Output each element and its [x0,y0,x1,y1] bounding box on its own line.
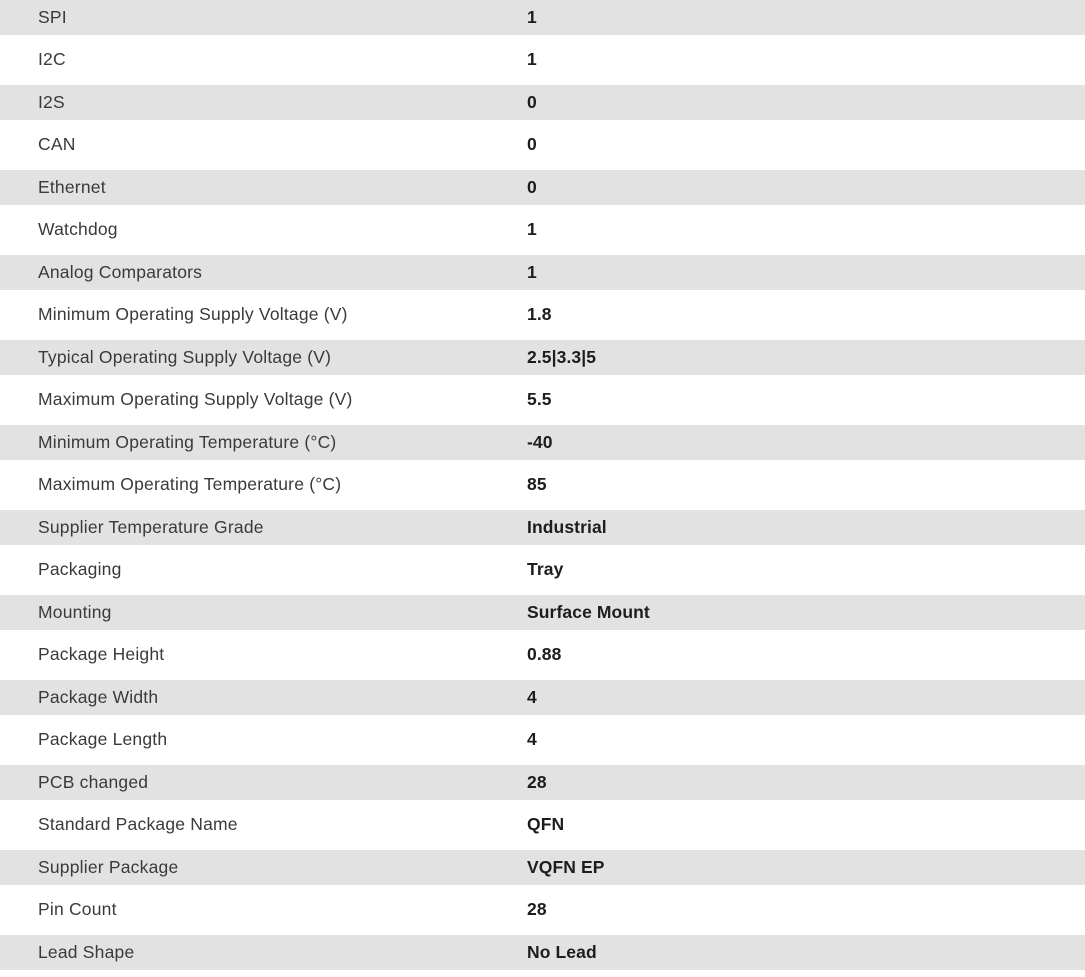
spec-label: Mounting [38,601,112,622]
spec-label: Package Length [38,729,168,749]
table-row [0,298,1085,333]
table-row [0,680,1085,715]
spec-label: Maximum Operating Supply Voltage (V) [38,389,353,409]
spec-value: 0 [527,176,537,197]
spec-value: 28 [527,899,547,919]
spec-value: No Lead [527,941,597,962]
spec-value: 1 [527,219,537,239]
table-row [0,425,1085,460]
spec-label: Typical Operating Supply Voltage (V) [38,346,332,367]
spec-value: 85 [527,474,547,494]
table-row [0,340,1085,375]
table-row [0,893,1085,928]
spec-value: 1 [527,6,537,27]
spec-label: Maximum Operating Temperature (°C) [38,474,342,494]
table-row [0,638,1085,673]
table-row [0,468,1085,503]
table-row [0,255,1085,290]
table-row [0,170,1085,205]
table-row [0,383,1085,418]
spec-label: Standard Package Name [38,814,238,834]
spec-label: Minimum Operating Temperature (°C) [38,431,337,452]
spec-value: 1 [527,261,537,282]
spec-label: Analog Comparators [38,261,203,282]
spec-value: Tray [527,559,564,579]
spec-label: Package Height [38,644,165,664]
table-row [0,850,1085,885]
table-row [0,510,1085,545]
spec-label: Minimum Operating Supply Voltage (V) [38,304,348,324]
spec-label: Lead Shape [38,941,135,962]
table-row [0,213,1085,248]
spec-label: CAN [38,134,76,154]
spec-value: 5.5 [527,389,552,409]
table-row [0,935,1085,970]
spec-label: Supplier Temperature Grade [38,516,264,537]
spec-value: 28 [527,771,547,792]
spec-label: Packaging [38,559,122,579]
spec-value: -40 [527,431,553,452]
spec-value: 0 [527,91,537,112]
table-row [0,765,1085,800]
spec-value: VQFN EP [527,856,605,877]
spec-value: 1 [527,49,537,69]
spec-label: SPI [38,6,67,27]
spec-label: Pin Count [38,899,117,919]
table-row [0,808,1085,843]
spec-label: Supplier Package [38,856,179,877]
spec-value: 4 [527,686,537,707]
table-row [0,553,1085,588]
table-row [0,0,1085,35]
spec-value: 0.88 [527,644,562,664]
table-row [0,85,1085,120]
table-row [0,128,1085,163]
spec-label: I2S [38,91,65,112]
spec-label: Watchdog [38,219,118,239]
spec-value: Surface Mount [527,601,650,622]
spec-label: I2C [38,49,66,69]
spec-label: PCB changed [38,771,149,792]
spec-value: 4 [527,729,537,749]
spec-value: Industrial [527,516,607,537]
spec-value: QFN [527,814,565,834]
table-row [0,723,1085,758]
spec-value: 1.8 [527,304,552,324]
table-row [0,595,1085,630]
spec-value: 0 [527,134,537,154]
spec-value: 2.5|3.3|5 [527,346,597,367]
table-row [0,43,1085,78]
spec-label: Package Width [38,686,159,707]
spec-label: Ethernet [38,176,106,197]
